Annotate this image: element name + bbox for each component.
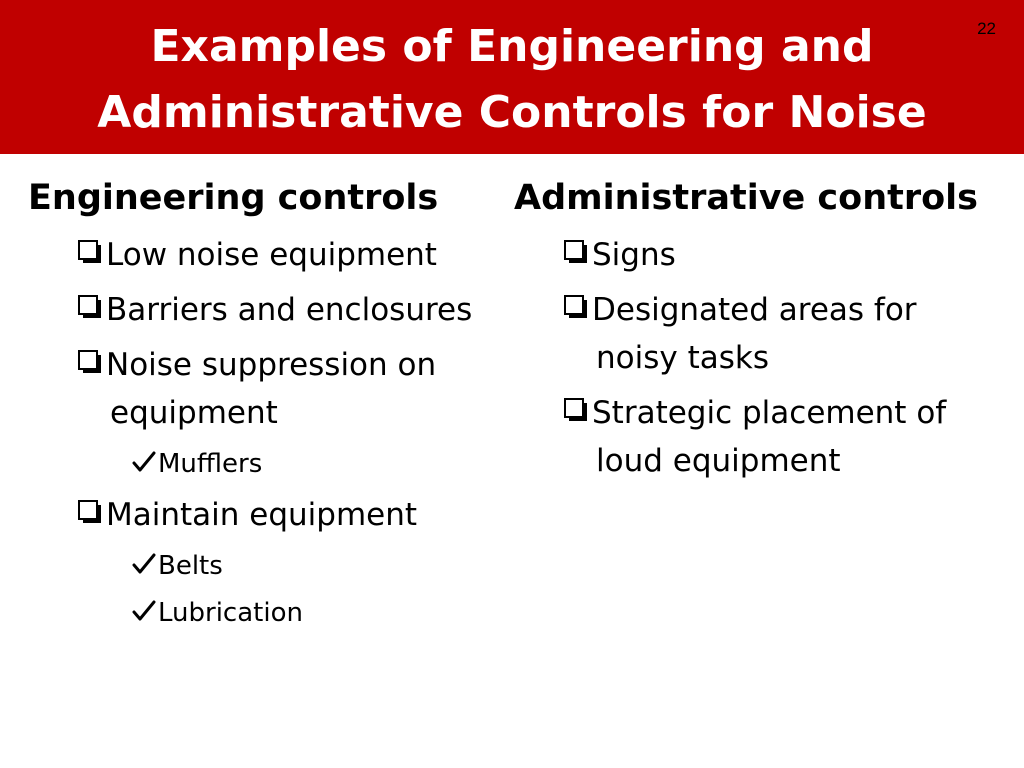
list-item-text: Maintain equipment bbox=[106, 497, 418, 533]
list-item-text: Designated areas for noisy tasks bbox=[592, 292, 917, 376]
administrative-controls-list bbox=[514, 231, 1004, 485]
square-bullet-icon bbox=[564, 295, 588, 319]
sub-list-item bbox=[28, 546, 488, 586]
slide-title-line-2: Administrative Controls for Noise bbox=[97, 87, 927, 138]
square-bullet-icon bbox=[564, 240, 588, 264]
list-item-text: Low noise equipment bbox=[106, 237, 437, 273]
sub-list-item bbox=[28, 444, 488, 484]
checkmark-icon bbox=[132, 599, 156, 623]
sub-list-item bbox=[28, 593, 488, 633]
square-bullet-icon bbox=[78, 350, 102, 374]
list-item-text: Signs bbox=[592, 237, 676, 273]
list-item bbox=[28, 231, 488, 279]
engineering-controls-list bbox=[28, 231, 488, 633]
engineering-controls-heading: Engineering controls bbox=[28, 178, 439, 218]
list-item bbox=[514, 286, 1004, 382]
administrative-controls-column bbox=[514, 172, 1004, 485]
list-item-text: Strategic placement of loud equipment bbox=[592, 395, 947, 479]
administrative-controls-heading: Administrative controls bbox=[514, 178, 979, 218]
list-item bbox=[28, 286, 488, 334]
square-bullet-icon bbox=[78, 500, 102, 524]
square-bullet-icon bbox=[78, 240, 102, 264]
sub-list-item-text: Lubrication bbox=[158, 598, 303, 628]
slide-title bbox=[80, 14, 944, 146]
sub-list bbox=[28, 546, 488, 633]
list-item bbox=[28, 341, 488, 437]
list-item bbox=[28, 491, 488, 539]
engineering-controls-column bbox=[28, 172, 488, 633]
sub-list bbox=[28, 444, 488, 484]
checkmark-icon bbox=[132, 450, 156, 474]
slide-number: 22 bbox=[977, 19, 996, 38]
sub-list-wrapper bbox=[28, 444, 488, 484]
square-bullet-icon bbox=[78, 295, 102, 319]
list-item bbox=[514, 231, 1004, 279]
square-bullet-icon bbox=[564, 398, 588, 422]
title-banner bbox=[0, 0, 1024, 154]
sub-list-item-text: Mufflers bbox=[158, 449, 263, 479]
sub-list-wrapper bbox=[28, 546, 488, 633]
list-item-text: Noise suppression on equipment bbox=[106, 347, 437, 431]
sub-list-item-text: Belts bbox=[158, 551, 223, 581]
slide-title-line-1: Examples of Engineering and bbox=[150, 21, 874, 72]
list-item bbox=[514, 389, 1004, 485]
checkmark-icon bbox=[132, 552, 156, 576]
list-item-text: Barriers and enclosures bbox=[106, 292, 473, 328]
